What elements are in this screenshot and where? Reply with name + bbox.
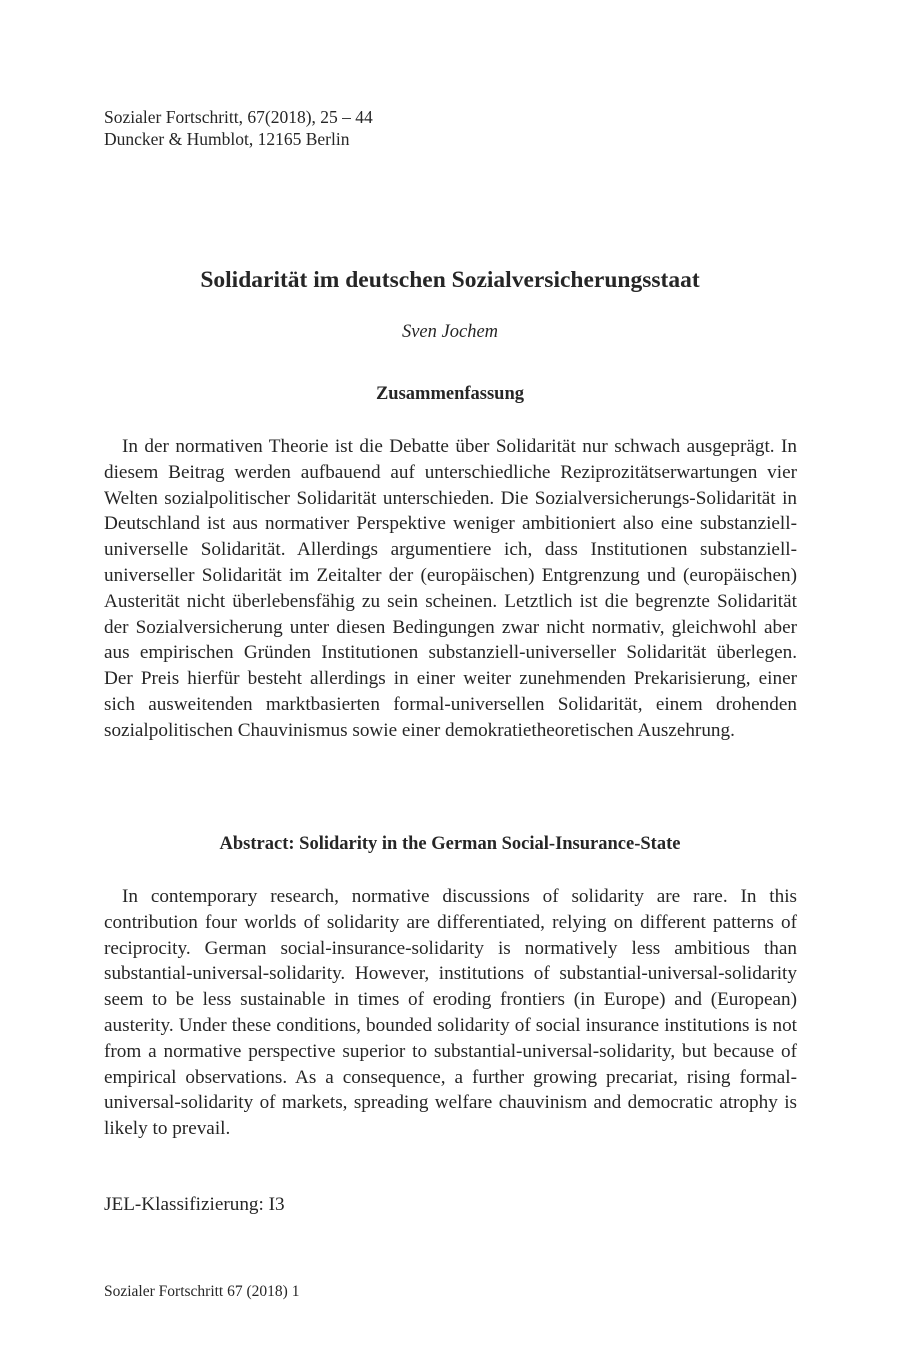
jel-classification: JEL-Klassifizierung: I3 <box>104 1194 285 1215</box>
journal-citation: Sozialer Fortschritt, 67(2018), 25 – 44 <box>104 107 373 127</box>
english-abstract-heading: Abstract: Solidarity in the German Social-Insurance-State <box>219 834 681 854</box>
german-abstract-heading: Zusammenfassung <box>375 384 525 404</box>
german-abstract-text: In der normativen Theorie ist die Debatte über Solidarität nur schwach ausgeprägt. In diesem Beitrag werden aufbauend auf unterschiedliche Reziprozitätserwartungen vier Welten sozialpolitischer Solidarität unterschieden. Die Sozialversicherungs-Solidarität in Deutschland ist aus normativer Perspektive weniger ambitioniert also eine substanziell-universelle Solidarität. Allerdings argumentiere ich, dass Institutionen substanziell-universeller Solidarität im Zeitalter der (europäischen) Entgrenzung und (europäischen) Austerität nicht überlebensfähig zu sein scheinen. Letztlich ist die begrenzte Solidarität der Sozialversicherung unter diesen Bedingungen zwar nicht normativ, gleichwohl aber aus empirischen Gründen Institutionen substanziell-universeller Solidarität überlegen. Der Preis hierfür besteht allerdings in einer weiter zunehmenden Prekarisierung, einer sich ausweitenden marktbasierten formal-universellen Solidarität, einem drohenden sozialpolitischen Chauvinismus sowie einer demokratietheoretischen Auszehrung. <box>104 436 797 741</box>
author-name: Sven Jochem <box>401 322 499 342</box>
page-footer: Sozialer Fortschritt 67 (2018) 1 <box>104 1283 300 1300</box>
article-title: Solidarität im deutschen Sozialversicherungsstaat <box>200 267 700 293</box>
journal-header <box>104 106 373 150</box>
english-abstract-text: In contemporary research, normative discussions of solidarity are rare. In this contribution four worlds of solidarity are differentiated, relying on different patterns of reciprocity. German social-insurance-solidarity is normatively less ambitious than substantial-universal-solidarity. However, institutions of substantial-universal-solidarity seem to be less sustainable in times of eroding frontiers (in Europe) and (European) austerity. Under these conditions, bounded solidarity of social insurance institutions is not from a normative perspective superior to substantial-universal-solidarity, but because of empirical observations. As a consequence, a further growing precariat, rising formal-universal-solidarity of markets, spreading welfare chauvinism and democratic atrophy is likely to prevail. <box>104 886 797 1140</box>
publisher-line: Duncker & Humblot, 12165 Berlin <box>104 129 350 149</box>
